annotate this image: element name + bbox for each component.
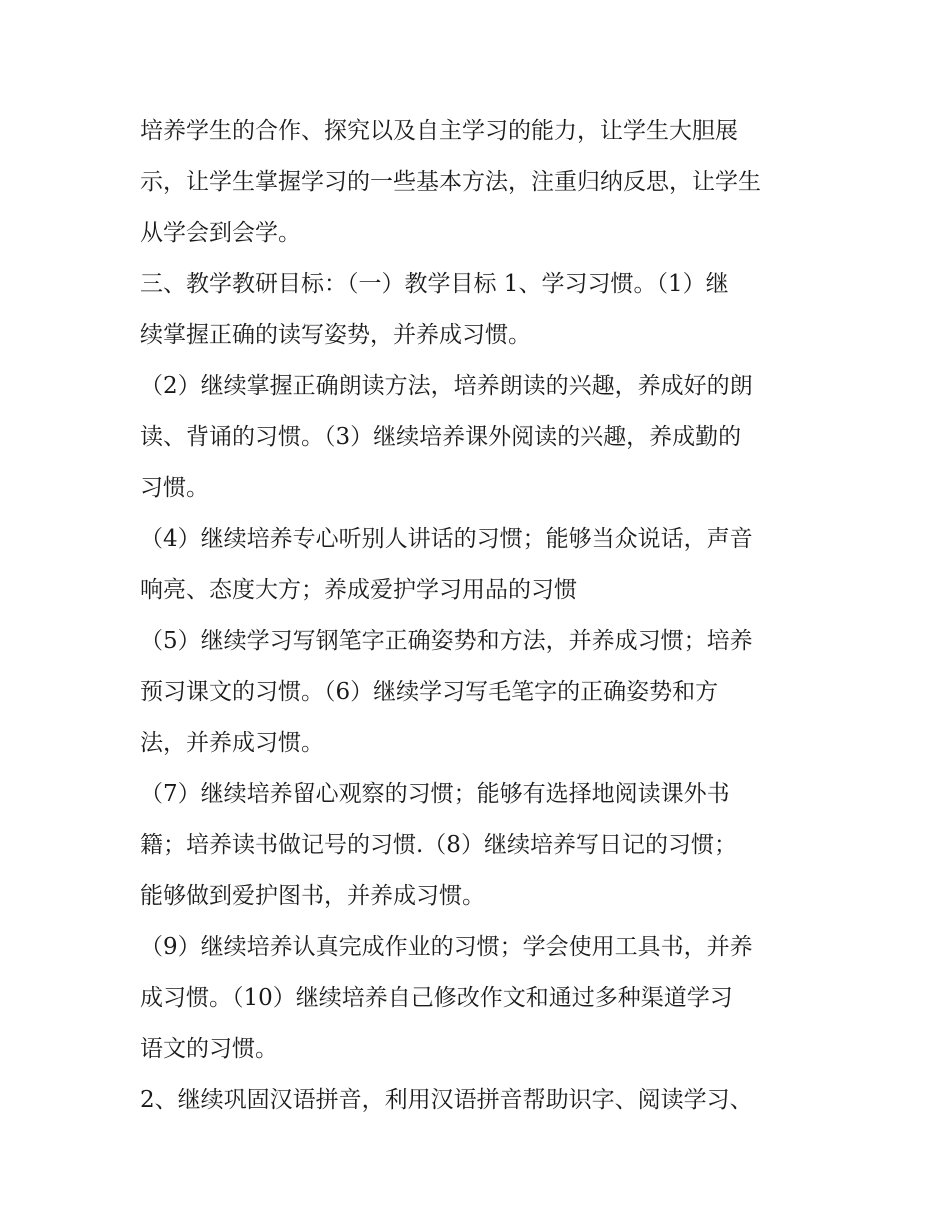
text-line: 从学会到会学。 [140,220,301,246]
text-line: （9）继续培养认真完成作业的习惯；学会使用工具书，并养 [140,934,753,960]
text-line: 籍；培养读书做记号的习惯.（8）继续培养写日记的习惯； [140,832,737,858]
text-line: 响亮、态度大方；养成爱护学习用品的习惯 [140,577,577,603]
text-line: 语文的习惯。 [140,1036,278,1062]
text-line: 续掌握正确的读写姿势，并养成习惯。 [140,322,531,348]
text-line: 习惯。 [140,475,209,501]
text-line: 读、背诵的习惯。（3）继续培养课外阅读的兴趣，养成勤的 [140,424,742,450]
text-line: （5）继续学习写钢笔字正确姿势和方法，并养成习惯；培养 [140,628,753,654]
text-line: 培养学生的合作、探究以及自主学习的能力，让学生大胆展 [140,118,738,144]
text-line: 预习课文的习惯。（6）继续学习写毛笔字的正确姿势和方 [140,679,719,705]
text-line: 成习惯。（10）继续培养自己修改作文和通过多种渠道学习 [140,985,733,1011]
text-line: 三、教学教研目标：（一）教学目标 1、学习习惯。（1）继 [140,271,729,297]
text-line: 能够做到爱护图书，并养成习惯。 [140,883,485,909]
text-line: （2）继续掌握正确朗读方法，培养朗读的兴趣，养成好的朗 [140,373,753,399]
text-line: 示，让学生掌握学习的一些基本方法，注重归纳反思，让学生 [140,169,761,195]
text-line: （7）继续培养留心观察的习惯；能够有选择地阅读课外书 [140,781,730,807]
body-text [140,106,830,1126]
text-line: 2、继续巩固汉语拼音，利用汉语拼音帮助识字、阅读学习、 [140,1087,753,1113]
text-line: （4）继续培养专心听别人讲话的习惯；能够当众说话，声音 [140,526,753,552]
text-line: 法，并养成习惯。 [140,730,324,756]
